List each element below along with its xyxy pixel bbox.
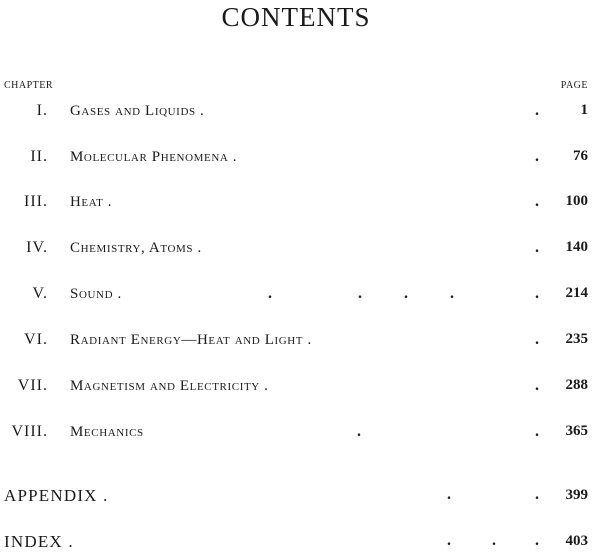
chapter-title: Radiant Energy—Heat and Light . bbox=[70, 332, 312, 348]
appendix-title: APPENDIX . bbox=[4, 486, 109, 505]
leader-dot: . bbox=[450, 285, 454, 302]
leader-dot: . bbox=[535, 331, 539, 348]
page-number: 235 bbox=[565, 331, 588, 347]
leader-dot: . bbox=[535, 193, 539, 210]
chapter-title: Heat . bbox=[70, 194, 113, 210]
chapter-number: VII. bbox=[17, 377, 48, 394]
page-number: 76 bbox=[573, 148, 588, 164]
leader-dot: . bbox=[535, 239, 539, 256]
chapter-title: Molecular Phenomena . bbox=[70, 149, 238, 165]
page-column-header: PAGE bbox=[560, 80, 588, 91]
page-number: 399 bbox=[565, 487, 588, 503]
toc-entry-chapter-4[interactable] bbox=[0, 239, 592, 261]
leader-dot: . bbox=[535, 532, 539, 549]
index-title: INDEX . bbox=[4, 532, 74, 551]
toc-entry-chapter-1[interactable] bbox=[0, 102, 592, 124]
toc-entry-chapter-5[interactable] bbox=[0, 285, 592, 307]
chapter-number: II. bbox=[30, 148, 48, 165]
chapter-title: Magnetism and Electricity . bbox=[70, 378, 269, 394]
leader-dot: . bbox=[535, 148, 539, 165]
page-number: 214 bbox=[565, 285, 588, 301]
leader-dot: . bbox=[535, 102, 539, 119]
page-number: 288 bbox=[565, 377, 588, 393]
leader-dot: . bbox=[492, 532, 496, 549]
chapter-title: Sound . bbox=[70, 286, 122, 302]
chapter-title: Chemistry, Atoms . bbox=[70, 240, 202, 256]
toc-entry-chapter-3[interactable] bbox=[0, 193, 592, 215]
toc-entry-chapter-7[interactable] bbox=[0, 377, 592, 399]
leader-dot: . bbox=[535, 285, 539, 302]
toc-entry-chapter-8[interactable] bbox=[0, 423, 592, 445]
toc-entry-appendix[interactable] bbox=[0, 486, 592, 508]
toc-entry-chapter-6[interactable] bbox=[0, 331, 592, 353]
leader-dot: . bbox=[535, 423, 539, 440]
leader-dot: . bbox=[535, 377, 539, 394]
chapter-number: III. bbox=[24, 193, 48, 210]
leader-dot: . bbox=[447, 486, 451, 503]
leader-dot: . bbox=[357, 423, 361, 440]
chapter-number: VIII. bbox=[11, 423, 48, 440]
chapter-number: IV. bbox=[26, 239, 48, 256]
chapter-number: I. bbox=[36, 102, 48, 119]
leader-dot: . bbox=[447, 532, 451, 549]
chapter-title: Gases and Liquids . bbox=[70, 103, 205, 119]
leader-dot: . bbox=[404, 285, 408, 302]
chapter-column-header: CHAPTER bbox=[4, 80, 54, 91]
contents-heading: CONTENTS bbox=[221, 2, 371, 32]
toc-entry-index[interactable] bbox=[0, 532, 592, 554]
page-number: 100 bbox=[565, 193, 588, 209]
chapter-title: Mechanics bbox=[70, 424, 144, 440]
chapter-number: VI. bbox=[24, 331, 48, 348]
leader-dot: . bbox=[358, 285, 362, 302]
page-number: 365 bbox=[565, 423, 588, 439]
page-number: 403 bbox=[565, 533, 588, 549]
page-number: 140 bbox=[565, 239, 588, 255]
page-number: 1 bbox=[580, 102, 588, 118]
leader-dot: . bbox=[268, 285, 272, 302]
toc-entry-chapter-2[interactable] bbox=[0, 148, 592, 170]
leader-dot: . bbox=[535, 486, 539, 503]
chapter-number: V. bbox=[32, 285, 48, 302]
